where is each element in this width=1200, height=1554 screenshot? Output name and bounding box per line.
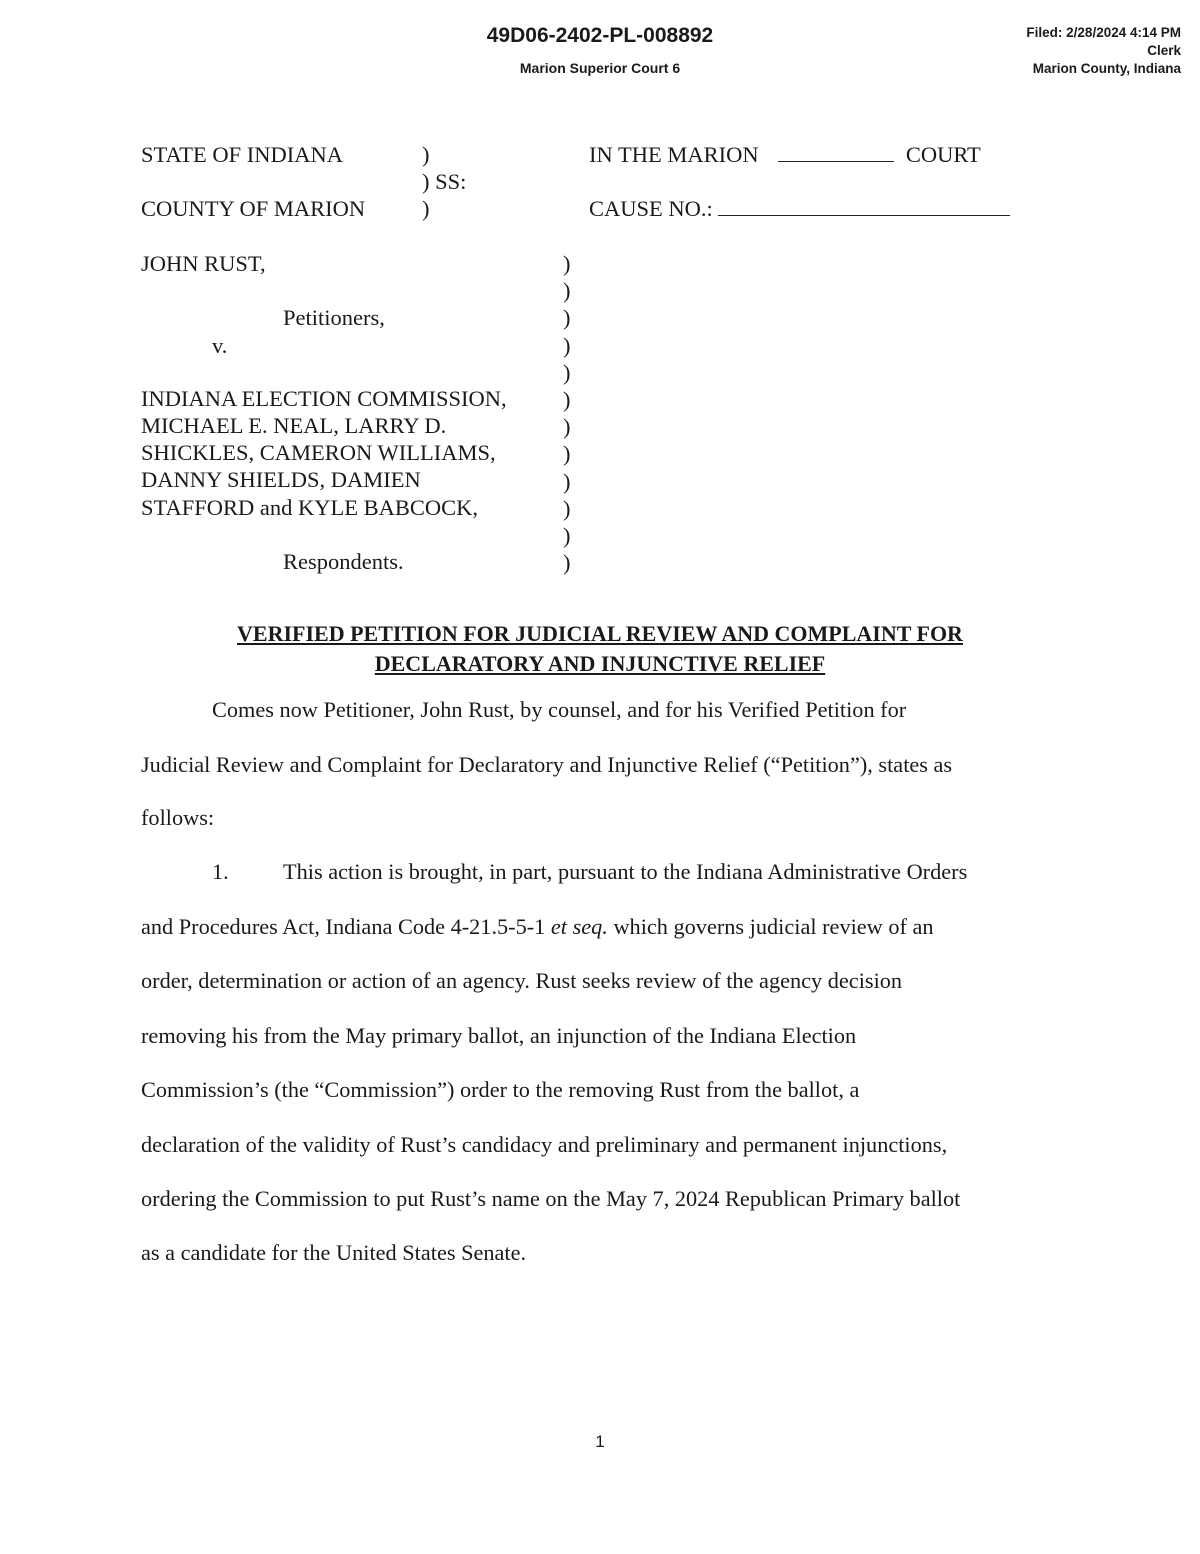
caption-paren: ) [563,468,571,494]
caption-paren: ) [563,305,571,331]
intro-line: Comes now Petitioner, John Rust, by counsel, and for his Verified Petition for [212,697,907,722]
filed-clerk: Clerk [1147,43,1181,58]
paragraph-line: removing his from the May primary ballot, an injunction of the Indiana Election [141,1023,857,1048]
caption-paren: ) [422,142,430,167]
text: which governs judicial review of an [607,914,934,939]
respondent-line: SHICKLES, CAMERON WILLIAMS, [141,440,496,465]
county-label: COUNTY OF MARION [141,196,366,221]
cause-number-stamp: 49D06-2402-PL-008892 [486,24,714,47]
intro-line: follows: [141,805,215,830]
italic-citation: et seq. [550,914,608,939]
filed-date: Filed: 2/28/2024 4:14 PM [1026,25,1181,40]
court-suffix: COURT [905,142,981,167]
paragraph-line: declaration of the validity of Rust’s candidacy and preliminary and permanent injunctions, [141,1132,948,1157]
paragraph-line: This action is brought, in part, pursuant to the Indiana Administrative Orders [283,859,968,884]
page-number: 1 [595,1432,605,1451]
paragraph-line [141,913,934,940]
respondent-role: Respondents. [283,549,404,574]
caption-paren: ) [563,495,571,521]
paragraph-line: ordering the Commission to put Rust’s name on the May 7, 2024 Republican Primary ballot [141,1186,961,1211]
paragraph-line: order, determination or action of an agency. Rust seeks review of the agency decision [141,968,903,993]
petitioner-role: Petitioners, [283,305,385,330]
court-line [589,141,981,168]
versus: v. [212,333,228,358]
cause-blank [718,197,1010,216]
caption-paren: ) [563,278,571,304]
paragraph-number: 1. [212,859,229,884]
caption-paren: ) [563,441,571,467]
caption-paren: ) [563,550,571,576]
caption-paren-column [563,250,571,576]
respondent-line: MICHAEL E. NEAL, LARRY D. [141,413,447,438]
court-blank [778,143,894,162]
cause-label: CAUSE NO.: [589,196,713,221]
intro-line: Judicial Review and Complaint for Declaratory and Injunctive Relief (“Petition”), states as [141,752,953,777]
caption-paren: ) [563,359,571,385]
respondent-line: STAFFORD and KYLE BABCOCK, [141,495,478,520]
caption-paren: ) [563,387,571,413]
caption-paren: ) [563,251,571,276]
paragraph-line: Commission’s (the “Commission”) order to the removing Rust from the ballot, a [141,1077,860,1102]
respondent-line: DANNY SHIELDS, DAMIEN [141,467,421,492]
court-stamp: Marion Superior Court 6 [519,60,681,76]
document-title-line: VERIFIED PETITION FOR JUDICIAL REVIEW AND COMPLAINT FOR [237,621,963,646]
state-label: STATE OF INDIANA [141,142,343,167]
caption-paren: ) [563,414,571,440]
caption-paren: ) [422,196,430,221]
filed-stamp [1026,24,1181,78]
petitioner-name: JOHN RUST, [141,251,266,276]
caption-paren: ) [563,523,571,549]
court-prefix: IN THE MARION [589,142,759,167]
cause-line [589,195,1010,222]
filed-county: Marion County, Indiana [1032,61,1181,76]
document-title-line: DECLARATORY AND INJUNCTIVE RELIEF [374,651,826,676]
caption-paren: ) [563,332,571,358]
ss-label: ) SS: [422,169,467,194]
text: and Procedures Act, Indiana Code 4-21.5-5-1 [141,914,551,939]
paragraph-line: as a candidate for the United States Senate. [141,1240,527,1265]
respondent-line: INDIANA ELECTION COMMISSION, [141,386,507,411]
